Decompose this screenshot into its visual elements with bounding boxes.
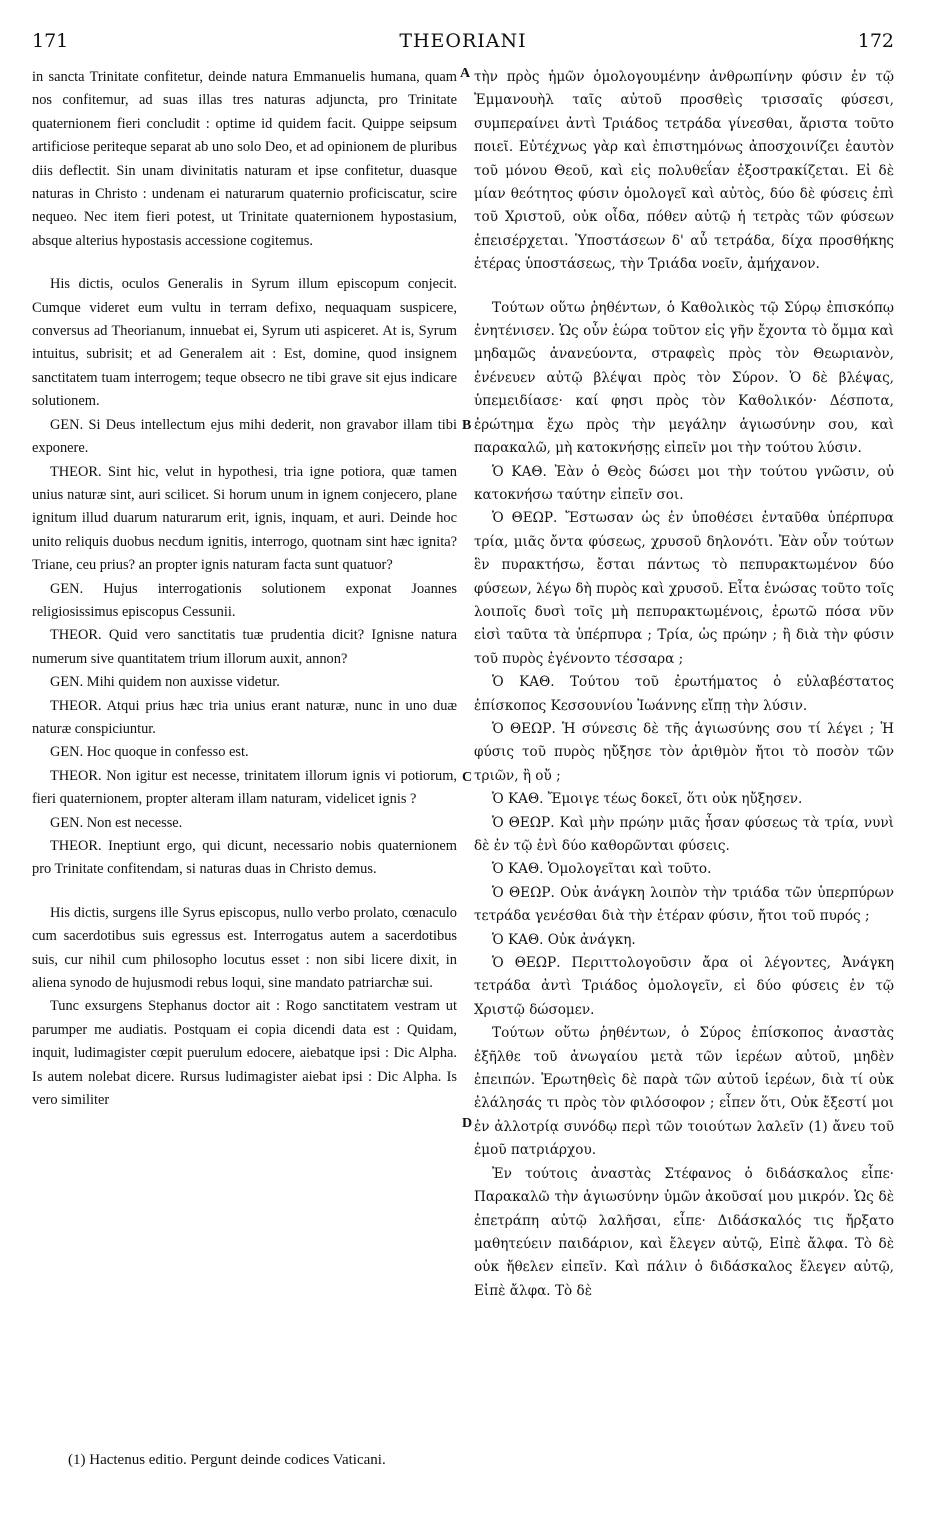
page-header: [32, 30, 894, 60]
latin-paragraph: GEN. Hoc quoque in confesso est.: [50, 744, 249, 761]
latin-paragraph: GEN. Mihi quidem non auxisse videtur.: [50, 674, 280, 691]
margin-letter-d: D: [462, 1116, 473, 1131]
latin-paragraph: THEOR. Atqui prius hæc tria unius erant naturæ, nunc in uno duæ naturæ conspiciuntur.: [32, 697, 457, 737]
greek-paragraph: Ὁ ΚΑΘ. Τούτου τοῦ ἐρωτήματος ὁ εὐλαβέστατος ἐπίσκοπος Κεσσουνίου Ἰωάννης εἴπῃ τὴν λύσιν.: [474, 674, 894, 714]
latin-paragraph: THEOR. Quid vero sanctitatis tuæ prudentia dicit? Ignisne natura numerum sive quantitatem trium illorum auxit, annon?: [32, 627, 457, 667]
latin-paragraph: GEN. Hujus interrogationis solutionem exponat Joannes religiosissimus episcopus Cessunii.: [32, 580, 457, 620]
latin-column: [32, 66, 457, 1112]
greek-paragraph: τὴν πρὸς ἡμῶν ὁμολογουμένην ἀνθρωπίνην φύσιν ἐν τῷ Ἐμμανουὴλ ταῖς αὐτοῦ προσθεὶς τρισσαῖς φύσεσι, συμπεραίνει ἀντὶ Τριάδος τετράδα γίνεσθαι, ἄριστα τοῦτο ποιεῖ. Εὐτέχνως γὰρ καὶ ἐπιστημόνως ἀποσχοινίζει ἑαυτὸν τοῦ μόνου Θεοῦ, καὶ εἰς πολυθεΐαν ἐξοστρακίζεται. Εἰ δὲ μίαν θεότητος φύσιν ὁμολογεῖ καὶ αὐτὸς, δύο δὲ φύσεις ἐπὶ τοῦ Χριστοῦ, οὐκ οἶδα, πόθεν αὐτῷ ἡ τετρὰς τῶν φύσεων ἐπεισέρχεται. Ὑποστάσεων δ' αὖ τετράδα, δίχα προσθήκης ἑτέρας ὑποστάσεως, τὴν Τριάδα νοεῖν, ἀμήχανον.: [474, 69, 894, 273]
greek-paragraph: Ὁ ΘΕΩΡ. Οὐκ ἀνάγκη λοιπὸν τὴν τριάδα τῶν ὑπερπύρων τετράδα γενέσθαι διὰ τὴν ἑτέραν φύσιν, ἤτοι τοῦ πυρός ;: [474, 884, 894, 925]
latin-paragraph: His dictis, surgens ille Syrus episcopus, nullo verbo prolato, cœnaculo cum sacerdotibus suis egressus est. Interrogatus autem a sacerdotibus suis, cur nihil cum philosopho locutus esset : non sibi licere dixit, in aliena synodo de hujusmodi rebus loqui, sine mandato patriarchæ sui.: [32, 904, 457, 992]
latin-paragraph: GEN. Non est necesse.: [50, 814, 183, 831]
greek-paragraph: Ὁ ΚΑΘ. Ἐὰν ὁ Θεὸς δώσει μοι τὴν τούτου γνῶσιν, οὐ κατοκνήσω ταύτην εἰπεῖν σοι.: [474, 463, 894, 503]
latin-paragraph: in sancta Trinitate confitetur, deinde natura Emmanuelis humana, quam nos confitemur, ad suas illas tres naturas adjuncta, pro Trinitate quaternionem fieri concludit : optime id quidem facit. Quippe seipsum artificiose periteque separat ab uno solo Deo, et ad opinionem de pluribus diis deflectit. Sin unam divinitatis naturam et ipse confitetur, duasque naturas in Christo : undenam ei naturarum quaternio proficiscatur, scire nequeo. Nec item fieri potest, ut Trinitate quaternionem hypostasium, absque alterius hypostasis accessione cogitemus.: [32, 69, 457, 249]
latin-paragraph: Tunc exsurgens Stephanus doctor ait : Rogo sanctitatem vestram ut parumper me audiatis. Postquam ei copia dicendi data est : Quidam, inquit, ludimagister cœpit puerulum edocere, aiebatque ipsi : Dic Alpha. Is autem nolebat dicere. Rursus ludimagister aiebat ipsi : Dic Alpha. Is vero similiter: [32, 998, 457, 1109]
margin-letter-a: A: [460, 66, 471, 81]
left-page-number: 171: [32, 30, 69, 52]
latin-paragraph: THEOR. Ineptiunt ergo, qui dicunt, necessario nobis quaternionem pro Trinitate confitendam, si naturas duas in Christo demus.: [32, 838, 457, 878]
greek-paragraph: Ὁ ΘΕΩΡ. Ἡ σύνεσις δὲ τῆς ἁγιωσύνης σου τί λέγει ; Ἡ φύσις τοῦ πυρὸς ηὔξησε τὸν ἀριθμὸν ἤτοι τὸ ποσὸν τῶν τριῶν, ἢ οὔ ;: [474, 720, 894, 784]
greek-column: [474, 66, 894, 1303]
greek-paragraph: Ὁ ΚΑΘ. Οὐκ ἀνάγκη.: [492, 931, 636, 948]
margin-letter-c: C: [462, 770, 473, 785]
greek-paragraph: Ὁ ΘΕΩΡ. Περιττολογοῦσιν ἄρα οἱ λέγοντες, Ἀνάγκη τετράδα ἀντὶ Τριάδος ὁμολογεῖν, εἰ δύο φύσεις ἐν τῷ Χριστῷ δώσομεν.: [474, 955, 894, 1018]
greek-paragraph: Ἐν τούτοις ἀναστὰς Στέφανος ὁ διδάσκαλος εἶπε· Παρακαλῶ τὴν ἁγιωσύνην ὑμῶν ἀκοῦσαί μου μικρόν. Ὡς δὲ ἐπετράπη αὐτῷ λαλῆσαι, εἶπε· Διδάσκαλός τις ἤρξατο μαθητεύειν παιδάριον, καὶ ἔλεγεν αὐτῷ, Εἰπὲ ἄλφα. Τὸ δὲ οὐκ ἤθελεν εἰπεῖν. Καὶ πάλιν ὁ διδάσκαλος ἔλεγεν αὐτῷ, Εἰπὲ ἄλφα. Τὸ δὲ: [474, 1165, 894, 1299]
latin-paragraph: THEOR. Sint hic, velut in hypothesi, tria igne potiora, quæ tamen unius naturæ sint, auri scilicet. Si horum unum in ignem conjecero, plane ignitum illud duarum naturarum erit, ignis, inquam, et auri. Deinde hoc unito reliquis duobus necdum ignitis, interrogo, quotnam sint hæc ignita? Triane, ceu prius? an propter ignis naturam facta sunt quatuor?: [32, 463, 457, 574]
greek-paragraph: Ὁ ΘΕΩΡ. Καὶ μὴν πρώην μιᾶς ἦσαν φύσεως τὰ τρία, νυνὶ δὲ ἐν τῷ ἑνὶ δύο καθορῶνται φύσεις.: [474, 814, 894, 854]
running-title: THEORIANI: [399, 30, 527, 52]
right-page-number: 172: [857, 30, 894, 52]
greek-paragraph: Ὁ ΘΕΩΡ. Ἔστωσαν ὡς ἐν ὑποθέσει ἐνταῦθα ὑπέρπυρα τρία, μιᾶς ὄντα φύσεως, χρυσοῦ δηλονότι. Ἐὰν οὖν τούτων ἓν πυρακτήσω, ἔσται πάντως τὸ πεπυρακτωμένον δύο φύσεων, λέγω δὴ πυρὸς καὶ χρυσοῦ. Εἶτα ἑνώσας τοῦτο τοῖς λοιποῖς δυσὶ τοῖς μὴ πεπυρακτωμένοις, ἐρωτῶ πόσα νῦν εἰσὶ ταῦτα τὰ ὑπέρπυρα ; Τρία, ὡς πρώην ; ἢ διὰ τὴν φύσιν τοῦ πυρὸς ἐγένοντο τέσσαρα ;: [474, 510, 894, 667]
margin-letter-b: B: [462, 418, 472, 433]
footnote: (1) Hactenus editio. Pergunt deinde codices Vaticani.: [68, 1452, 386, 1468]
greek-paragraph: Ὁ ΚΑΘ. Ἔμοιγε τέως δοκεῖ, ὅτι οὐκ ηὔξησεν.: [492, 791, 803, 808]
latin-paragraph: THEOR. Non igitur est necesse, trinitatem illorum ignis vi potiorum, fieri quaternionem, propter alteram illam naturam, videlicet ignis ?: [32, 767, 457, 808]
greek-paragraph: Τούτων οὕτω ῥηθέντων, ὁ Καθολικὸς τῷ Σύρῳ ἐπισκόπῳ ἐνητένισεν. Ὡς οὖν ἑώρα τοῦτον εἰς γῆν ἔχοντα τὸ ὄμμα καὶ μηδαμῶς ἀνανεύοντα, στραφεὶς πρὸς τὸν Θεωριανὸν, ἐνένευεν αὐτῷ βλέψαι πρὸς τὸν Σύρον. Ὁ δὲ βλέψας, ὑπεμειδίασε· καί φησι πρὸς τὸν Καθολικόν· Δέσποτα, ἐρώτημα ἔχω πρὸς τὴν μεγάλην ἁγιωσύνην σου, καὶ παρακαλῶ, μὴ κατοκνήσῃς εἰπεῖν μοι τὴν τούτου λύσιν.: [474, 299, 894, 457]
latin-paragraph: GEN. Si Deus intellectum ejus mihi dederit, non gravabor illam tibi exponere.: [32, 416, 457, 457]
greek-paragraph: Ὁ ΚΑΘ. Ὁμολογεῖται καὶ τοῦτο.: [492, 861, 712, 878]
greek-paragraph: Τούτων οὕτω ῥηθέντων, ὁ Σύρος ἐπίσκοπος ἀναστὰς ἐξῆλθε τοῦ ἀνωγαίου μετὰ τῶν ἱερέων αὐτοῦ, μηδὲν ἐπειπών. Ἐρωτηθεὶς δὲ παρὰ τῶν αὐτοῦ ἱερέων, διὰ τί οὐκ ἐλάλησάς τι πρὸς τὸν φιλόσοφον ; εἶπεν ὅτι, Οὐκ ἔξεστί μοι ἐν ἀλλοτρίᾳ συνόδῳ περὶ τῶν τοιούτων λαλεῖν (1) ἄνευ τοῦ ἐμοῦ πατριάρχου.: [474, 1025, 894, 1159]
latin-paragraph: His dictis, oculos Generalis in Syrum illum episcopum conjecit. Cumque videret eum vultu in terram defixo, nequaquam suspicere, conversus ad Theorianum, innuebat ei, Syrum uti aspiceret. At is, Syrum intuitus, subrisit; et ad Generalem ait : Est, domine, quod insignem sanctitatem tuam interrogem; teque obsecro ne tibi grave sit ejus indicare solutionem.: [32, 276, 457, 410]
